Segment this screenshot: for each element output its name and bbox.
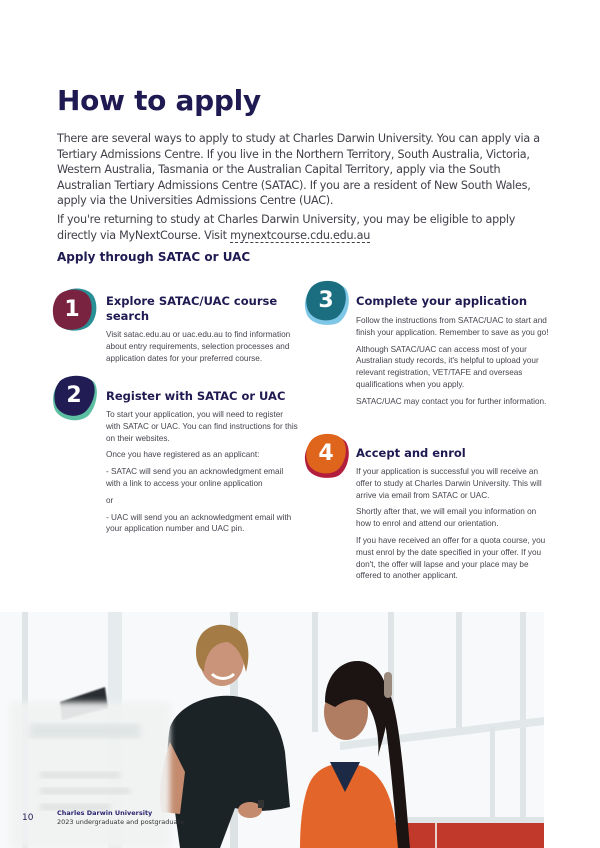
step-4-body: [356, 466, 552, 587]
footer-brand: Charles Darwin University: [57, 809, 153, 817]
returning-student-paragraph: [57, 212, 547, 243]
step-1-paragraph: Visit satac.edu.au or uac.edu.au to find information about entry requirements, selection processes and application dates for your preferred course.: [106, 330, 291, 363]
step-1-body: [106, 329, 298, 369]
step-3-badge-icon: [304, 279, 348, 323]
step-2-paragraph: - UAC will send you an acknowledgment email with your application number and UAC pin.: [106, 512, 292, 534]
step-4-paragraph: If your application is successful you will receive an offer to study at Charles Darwin University. This will arrive via email from SATAC or UAC.: [356, 467, 542, 500]
section-heading: Apply through SATAC or UAC: [57, 250, 251, 264]
page-number: 10: [22, 813, 34, 823]
step-3-body: [356, 315, 552, 413]
step-2-paragraph: or: [106, 495, 114, 505]
step-1-title: Explore SATAC/UAC course search: [106, 294, 278, 323]
step-4-paragraph: Shortly after that, we will email you information on how to enrol and attend our orientation.: [356, 507, 537, 529]
step-4-paragraph: If you have received an offer for a quota course, you must enrol by the date specified in your offer. If you don't, the offer will lapse and your place may be offered to another applicant.: [356, 535, 546, 581]
footer-subtitle: 2023 undergraduate and postgraduate: [57, 818, 185, 826]
step-2-number: 2: [66, 382, 82, 408]
intro-paragraph: There are several ways to apply to study at Charles Darwin University. You can apply via a Tertiary Admissions Centre. If you live in the Northern Territory, South Australia, Victoria, Western Australia, Tasmania or the Australian Capital Territory, apply via the South Australian Tertiary Admissions Centre (SATAC). If you are a resident of New South Wales, apply via the Universities Admissions Centre (UAC).: [57, 132, 540, 208]
step-3-number: 3: [318, 287, 334, 313]
step-2-badge-icon: [52, 374, 96, 418]
step-3-title: Complete your application: [356, 294, 528, 308]
step-3-paragraph: Follow the instructions from SATAC/UAC to start and finish your application. Remember to save as you go!: [356, 316, 549, 337]
step-2-body: [106, 409, 298, 540]
step-2-title: Register with SATAC or UAC: [106, 389, 286, 403]
step-4-badge-icon: [304, 432, 348, 476]
step-3-paragraph: SATAC/UAC may contact you for further information.: [356, 396, 547, 406]
step-4-title: Accept and enrol: [356, 446, 466, 460]
step-2-paragraph: - SATAC will send you an acknowledgment email with a link to access your online application: [106, 467, 284, 488]
returning-student-text: If you're returning to study at Charles Darwin University, you may be eligible to apply directly via MyNextCourse. Visit: [57, 213, 516, 242]
step-2-paragraph: To start your application, you will need to register with SATAC or UAC. You can find instructions for this on their websites.: [106, 410, 298, 443]
page-title: How to apply: [57, 84, 261, 117]
step-4-number: 4: [318, 440, 334, 466]
step-1-badge-icon: [52, 287, 96, 331]
step-1-number: 1: [64, 296, 80, 322]
mynextcourse-link[interactable]: mynextcourse.cdu.edu.au: [230, 228, 371, 242]
step-2-paragraph: Once you have registered as an applicant:: [106, 450, 260, 460]
step-3-paragraph: Although SATAC/UAC can access most of your Australian study records, it's helpful to upload your relevant registration, VET/TAFE and overseas qualifications when you apply.: [356, 344, 539, 389]
